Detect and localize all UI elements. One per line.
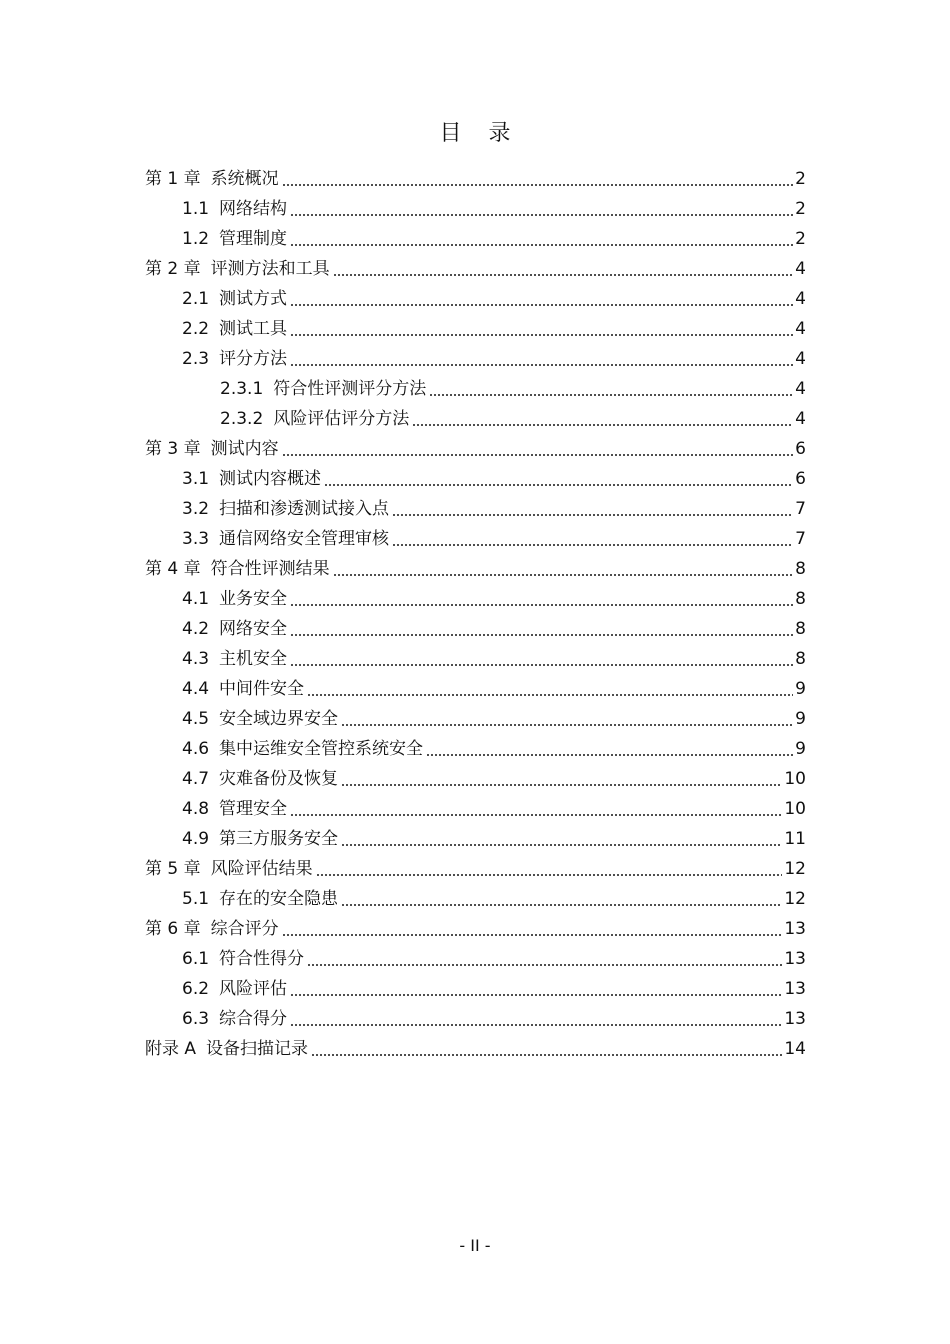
toc-entry-page: 9 [795,679,806,699]
toc-entry-title: 符合性得分 [219,949,305,969]
toc-entry-number: 2.2 [182,319,210,339]
toc-entry[interactable] [0,854,950,884]
toc-entry-page: 13 [784,979,806,999]
toc-entry-page: 8 [795,589,806,609]
toc-entry-title: 风险评估 [219,979,288,999]
dot-leader [333,254,794,284]
dot-leader [311,1034,782,1064]
toc-entry-page: 6 [795,439,806,459]
dot-leader [290,614,793,644]
toc-entry[interactable] [0,434,950,464]
toc-entry[interactable] [0,884,950,914]
toc-entry-page: 4 [795,289,806,309]
dot-leader [290,794,782,824]
toc-entry-number: 5.1 [182,889,210,909]
toc-entry-title: 业务安全 [219,589,288,609]
toc-entry-title: 主机安全 [219,649,288,669]
toc-entry-number: 1.2 [182,229,210,249]
toc-entry-number: 第 1 章 [145,169,201,189]
toc-entry-number: 第 6 章 [145,919,201,939]
toc-entry-number: 6.2 [182,979,210,999]
toc-entry-number: 4.5 [182,709,210,729]
toc-entry-number: 6.3 [182,1009,210,1029]
toc-entry[interactable] [0,194,950,224]
toc-entry-page: 10 [784,799,806,819]
toc-entry-title: 测试方式 [219,289,288,309]
toc-entry-number: 4.2 [182,619,210,639]
dot-leader [290,974,782,1004]
dot-leader [429,374,793,404]
toc-entry[interactable] [0,914,950,944]
toc-entry-title: 中间件安全 [219,679,305,699]
toc-entry-page: 11 [784,829,806,849]
dot-leader [316,854,783,884]
toc-entry-number: 4.3 [182,649,210,669]
toc-entry[interactable] [0,224,950,254]
toc-entry-number: 4.6 [182,739,210,759]
toc-entry-number: 4.9 [182,829,210,849]
page-number-footer: - II - [459,1236,491,1255]
dot-leader [290,314,793,344]
toc-entry[interactable] [0,974,950,1004]
dot-leader [341,764,782,794]
dot-leader [282,164,794,194]
dot-leader [333,554,794,584]
toc-entry-title: 系统概况 [210,169,279,189]
toc-entry-number: 6.1 [182,949,210,969]
toc-entry-number: 4.8 [182,799,210,819]
toc-entry-title: 测试内容 [210,439,279,459]
toc-entry-number: 4.4 [182,679,210,699]
toc-entry[interactable] [0,614,950,644]
toc-entry-number: 2.3.1 [220,379,264,399]
toc-entry[interactable] [0,704,950,734]
toc-entry-title: 符合性评测评分方法 [273,379,427,399]
toc-entry-title: 安全域边界安全 [219,709,339,729]
dot-leader [282,434,794,464]
toc-entry-page: 4 [795,409,806,429]
toc-entry-number: 3.1 [182,469,210,489]
toc-entry-title: 存在的安全隐患 [219,889,339,909]
toc-entry-number: 1.1 [182,199,210,219]
page-title: 目 录 [439,121,521,146]
toc-entry-title: 管理制度 [219,229,288,249]
toc-entry-page: 8 [795,619,806,639]
toc-entry-title: 通信网络安全管理审核 [219,529,390,549]
toc-entry[interactable] [0,524,950,554]
toc-entry-page: 6 [795,469,806,489]
toc-entry-page: 9 [795,739,806,759]
toc-entry[interactable] [0,164,950,194]
toc-entry-title: 综合得分 [219,1009,288,1029]
toc-entry-page: 7 [795,529,806,549]
toc-entry-page: 2 [795,169,806,189]
dot-leader [290,584,793,614]
toc-entry-title: 网络结构 [219,199,288,219]
toc-entry-page: 7 [795,499,806,519]
toc-entry-page: 10 [784,769,806,789]
toc-entry[interactable] [0,284,950,314]
dot-leader [341,704,793,734]
toc-entry-number: 2.1 [182,289,210,309]
toc-entry[interactable] [0,494,950,524]
toc-entry-number: 第 5 章 [145,859,201,879]
toc-entry[interactable] [0,374,950,404]
toc-entry[interactable] [0,794,950,824]
toc-entry-title: 评测方法和工具 [210,259,330,279]
toc-entry-title: 灾难备份及恢复 [219,769,339,789]
toc-entry[interactable] [0,734,950,764]
toc-entry-number: 第 4 章 [145,559,201,579]
dot-leader [290,194,793,224]
toc-entry-number: 第 2 章 [145,259,201,279]
toc-entry-page: 4 [795,349,806,369]
toc-entry[interactable] [0,674,950,704]
toc-entry-title: 测试内容概述 [219,469,322,489]
toc-entry[interactable] [0,944,950,974]
dot-leader [282,914,783,944]
dot-leader [290,284,793,314]
toc-entry[interactable] [0,314,950,344]
toc-entry-page: 13 [784,919,806,939]
toc-entry[interactable] [0,404,950,434]
dot-leader [307,674,793,704]
toc-entry-page: 8 [795,559,806,579]
toc-entry[interactable] [0,824,950,854]
toc-entry-number: 2.3.2 [220,409,264,429]
toc-entry[interactable] [0,764,950,794]
toc-entry-number: 附录 A [145,1039,197,1059]
toc-entry[interactable] [0,344,950,374]
toc-entry[interactable] [0,254,950,284]
dot-leader [341,884,782,914]
toc-entry-title: 第三方服务安全 [219,829,339,849]
toc-entry-title: 符合性评测结果 [210,559,330,579]
toc-entry-page: 4 [795,379,806,399]
toc-entry-page: 8 [795,649,806,669]
toc-entry-number: 3.2 [182,499,210,519]
toc-entry-title: 综合评分 [210,919,279,939]
toc-entry-page: 4 [795,259,806,279]
toc-entry[interactable] [0,554,950,584]
dot-leader [290,644,793,674]
toc-entry-page: 12 [784,889,806,909]
toc-entry[interactable] [0,1034,950,1064]
dot-leader [290,1004,782,1034]
toc-entry[interactable] [0,584,950,614]
toc-entry-title: 评分方法 [219,349,288,369]
toc-entry-page: 13 [784,1009,806,1029]
table-of-contents [0,164,950,1064]
toc-entry-page: 14 [784,1039,806,1059]
dot-leader [392,524,793,554]
toc-entry-title: 风险评估结果 [210,859,313,879]
toc-entry-number: 第 3 章 [145,439,201,459]
toc-entry-title: 扫描和渗透测试接入点 [219,499,390,519]
toc-entry[interactable] [0,644,950,674]
toc-entry-page: 12 [784,859,806,879]
toc-entry-title: 集中运维安全管控系统安全 [219,739,424,759]
dot-leader [341,824,782,854]
dot-leader [307,944,782,974]
dot-leader [426,734,793,764]
toc-entry-number: 2.3 [182,349,210,369]
dot-leader [290,224,793,254]
dot-leader [412,404,793,434]
toc-entry-number: 4.1 [182,589,210,609]
dot-leader [290,344,793,374]
toc-entry[interactable] [0,464,950,494]
dot-leader [392,494,793,524]
toc-entry-title: 网络安全 [219,619,288,639]
toc-entry-title: 设备扫描记录 [206,1039,309,1059]
toc-entry-title: 风险评估评分方法 [273,409,410,429]
toc-entry-title: 测试工具 [219,319,288,339]
toc-entry-page: 2 [795,199,806,219]
toc-entry-page: 2 [795,229,806,249]
toc-entry-page: 4 [795,319,806,339]
toc-entry[interactable] [0,1004,950,1034]
toc-entry-page: 13 [784,949,806,969]
toc-entry-title: 管理安全 [219,799,288,819]
toc-entry-page: 9 [795,709,806,729]
toc-entry-number: 3.3 [182,529,210,549]
toc-entry-number: 4.7 [182,769,210,789]
dot-leader [324,464,793,494]
